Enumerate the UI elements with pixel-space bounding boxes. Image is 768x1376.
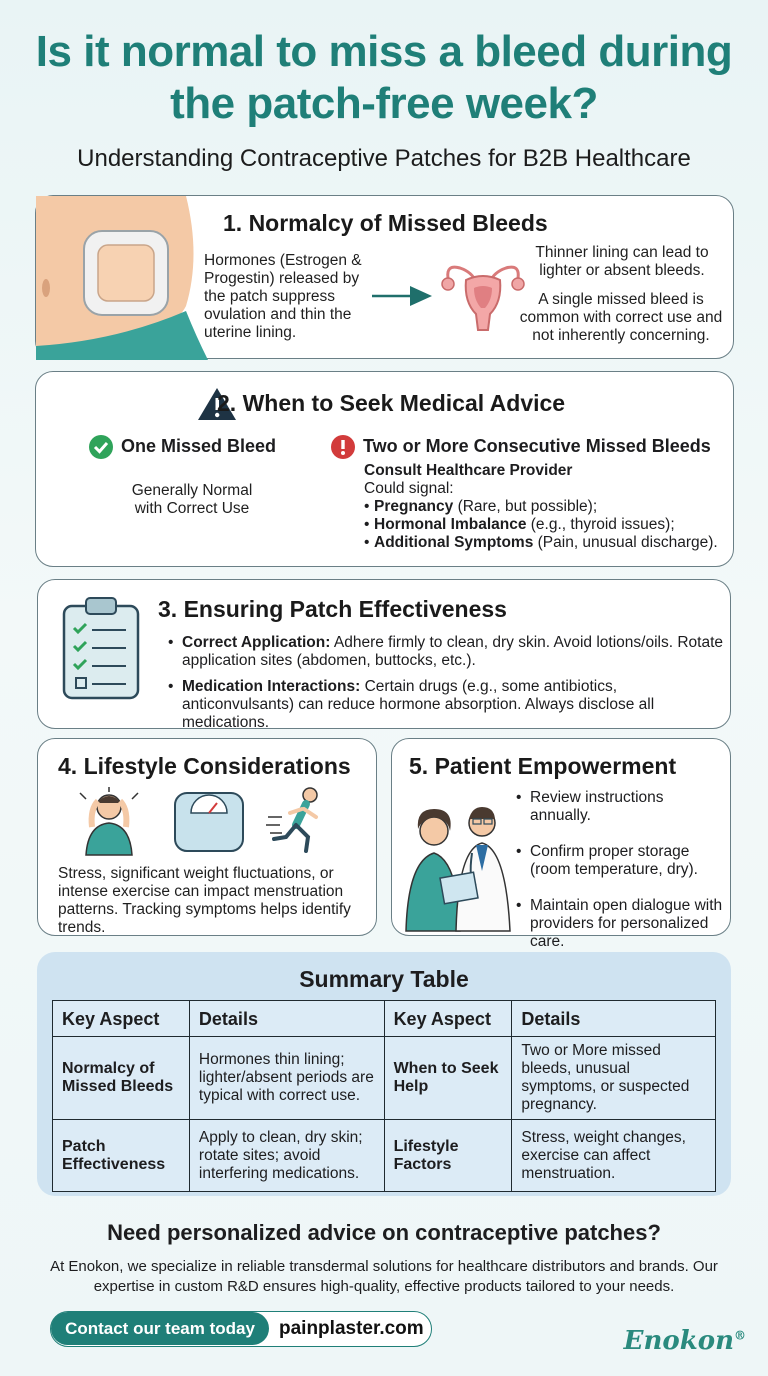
effectiveness-list xyxy=(168,634,724,740)
table-cell: Normalcy of Missed Bleeds xyxy=(53,1037,190,1120)
signals-list xyxy=(364,498,734,552)
contact-button[interactable]: Contact our team today xyxy=(51,1312,269,1345)
page-title: Is it normal to miss a bleed during the patch-free week? xyxy=(35,27,733,128)
empowerment-list xyxy=(516,789,728,959)
two-missed-title: Two or More Consecutive Missed Bleeds xyxy=(363,436,711,456)
summary-panel xyxy=(37,952,731,1196)
section4-text: Stress, significant weight fluctuations, or intense exercise can impact menstruation patterns. Tracking symptoms helps identify trends. xyxy=(58,865,351,936)
signal-item: • Hormonal Imbalance (e.g., thyroid issues); xyxy=(364,516,734,534)
section-empowerment xyxy=(391,738,731,950)
clipboard-checklist-icon xyxy=(62,596,142,700)
section4-heading: 4. Lifestyle Considerations xyxy=(58,753,351,779)
brand-logo: Enokon® xyxy=(623,1326,746,1356)
check-circle-icon xyxy=(88,434,114,460)
arrow-right-icon xyxy=(370,284,434,308)
abdomen-patch-illustration xyxy=(36,196,208,360)
could-signal-text: Could signal: xyxy=(364,480,454,497)
stress-person-icon xyxy=(76,787,142,855)
section5-heading: 5. Patient Empowerment xyxy=(409,753,677,779)
table-header: Key Aspect xyxy=(53,1001,190,1037)
section1-right-text-1: Thinner lining can lead to lighter or absent bleeds. xyxy=(535,244,709,279)
table-header: Key Aspect xyxy=(384,1001,512,1037)
table-header: Details xyxy=(512,1001,716,1037)
running-person-icon xyxy=(266,787,332,855)
table-cell: Two or More missed bleeds, unusual symptoms, or suspected pregnancy. xyxy=(512,1037,716,1120)
section-normalcy xyxy=(35,195,734,359)
table-cell: Apply to clean, dry skin; rotate sites; avoid interfering medications. xyxy=(189,1120,384,1192)
section-lifestyle xyxy=(37,738,377,936)
section1-right-text-2: A single missed bleed is common with correct use and not inherently concerning. xyxy=(519,291,723,344)
section-medical-advice xyxy=(35,371,734,567)
weight-scale-icon xyxy=(173,791,245,853)
signal-item: • Additional Symptoms (Pain, unusual discharge). xyxy=(364,534,734,552)
summary-table xyxy=(52,1000,716,1192)
table-header-row xyxy=(53,1001,716,1037)
signal-item: • Pregnancy (Rare, but possible); xyxy=(364,498,734,516)
table-cell: Lifestyle Factors xyxy=(384,1120,512,1192)
cta-heading: Need personalized advice on contraceptive patches? xyxy=(107,1220,661,1245)
empowerment-item: • Maintain open dialogue with providers for personalized care. xyxy=(516,897,728,951)
table-row xyxy=(53,1037,716,1120)
website-link[interactable]: painplaster.com xyxy=(279,1318,424,1339)
section-effectiveness xyxy=(37,579,731,729)
alert-circle-icon xyxy=(330,434,356,460)
table-cell: When to Seek Help xyxy=(384,1037,512,1120)
effectiveness-item: • Medication Interactions: Certain drugs (e.g., some antibiotics, anticonvulsants) can reduce hormone absorption. Always disclose all medications. xyxy=(168,678,724,732)
section1-left-text: Hormones (Estrogen & Progestin) released by the patch suppress ovulation and thin the uterine lining. xyxy=(204,252,362,341)
empowerment-item: • Confirm proper storage (room temperature, dry). xyxy=(516,843,728,879)
consult-text: Consult Healthcare Provider xyxy=(364,462,573,479)
effectiveness-item: • Correct Application: Adhere firmly to clean, dry skin. Avoid lotions/oils. Rotate application sites (abdomen, buttocks, etc.). xyxy=(168,634,724,670)
section3-heading: 3. Ensuring Patch Effectiveness xyxy=(158,596,507,622)
table-cell: Patch Effectiveness xyxy=(53,1120,190,1192)
empowerment-item: • Review instructions annually. xyxy=(516,789,728,825)
page-subtitle: Understanding Contraceptive Patches for B2B Healthcare xyxy=(77,145,691,172)
table-row xyxy=(53,1120,716,1192)
table-header: Details xyxy=(189,1001,384,1037)
table-cell: Stress, weight changes, exercise can affect menstruation. xyxy=(512,1120,716,1192)
contact-pill xyxy=(50,1311,432,1347)
one-missed-title: One Missed Bleed xyxy=(121,436,277,456)
section1-heading: 1. Normalcy of Missed Bleeds xyxy=(223,210,548,236)
cta-text: At Enokon, we specialize in reliable transdermal solutions for healthcare distributors and brands. Our expertise in custom R&D ensures high-quality, effective products tailored to your needs. xyxy=(50,1258,718,1295)
doctor-patient-illustration xyxy=(402,801,514,931)
section2-heading: 2. When to Seek Medical Advice xyxy=(217,390,566,416)
summary-heading: Summary Table xyxy=(299,966,469,992)
table-cell: Hormones thin lining; lighter/absent periods are typical with correct use. xyxy=(189,1037,384,1120)
one-missed-text: Generally Normal with Correct Use xyxy=(131,482,253,517)
